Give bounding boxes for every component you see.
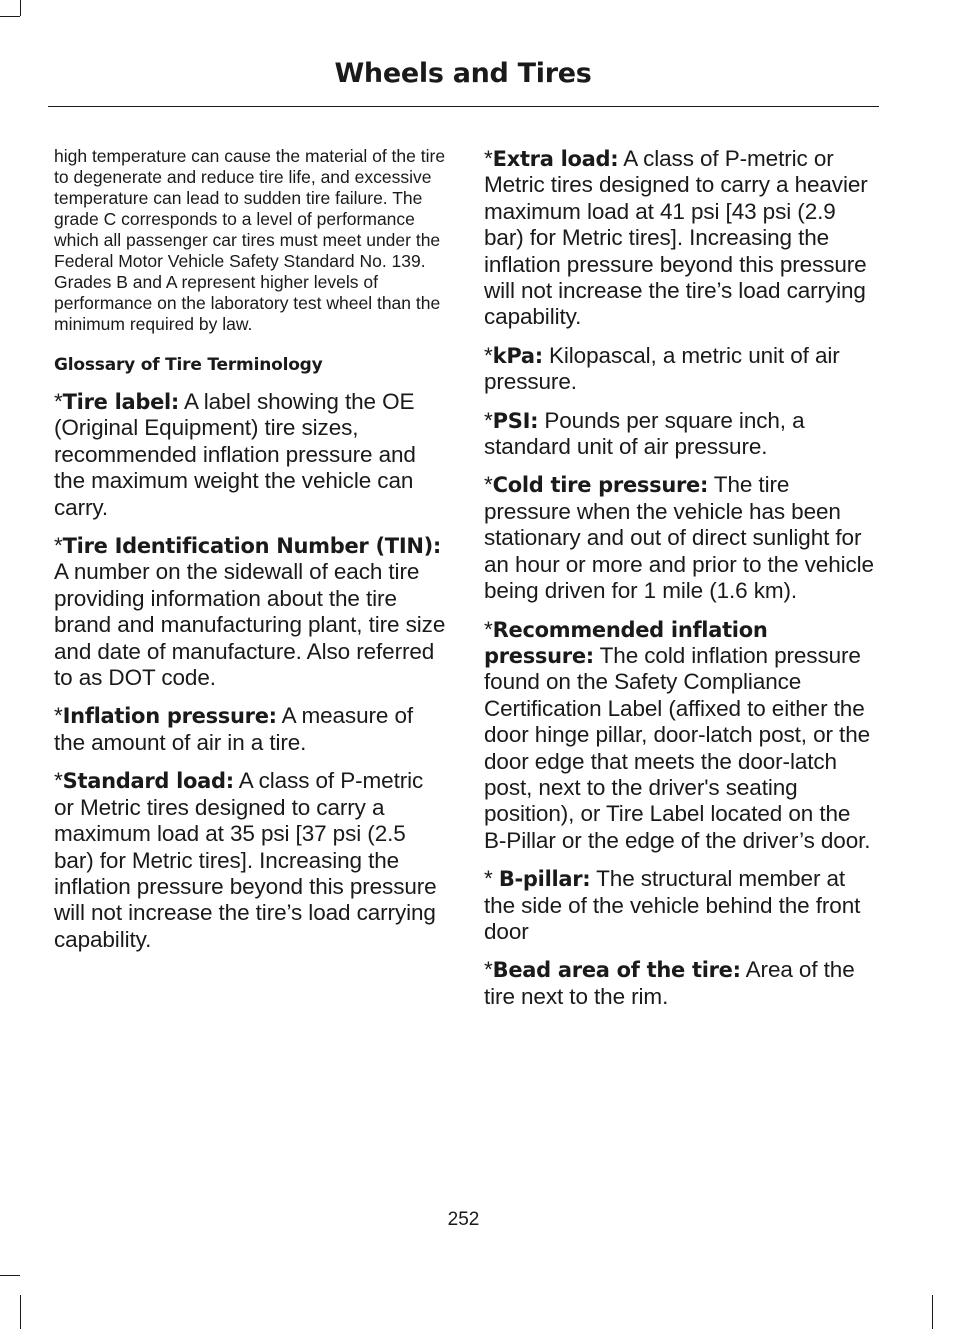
entry-marker: * [54, 389, 63, 414]
entry-definition: A measure of the amount of air in a tire. [54, 703, 414, 755]
entry-marker: * [484, 957, 493, 983]
entry-term: Extra load: [492, 147, 619, 171]
entry-marker: * [484, 342, 493, 368]
page-title: Wheels and Tires [334, 58, 592, 89]
entry-term: Tire Identification Number (TIN): [62, 534, 442, 559]
glossary-entry-psi [484, 408, 876, 461]
glossary-entry-recommended-inflation-pressure [484, 617, 876, 855]
entry-definition: The cold inflation pressure found on the Safety Compliance Certification Label (affixed to either the door hinge pillar, door-latch post, or the door edge that meets the door-latch post, next to the driver's seating position), or Tire Label located on the B-Pillar or the edge of the driver’s door. [484, 642, 871, 853]
glossary-entry-tire-label [54, 389, 446, 521]
entry-term: Cold tire pressure: [492, 473, 709, 498]
crop-mark-top-left-horizontal [0, 16, 20, 17]
header-divider [48, 106, 879, 107]
left-column [54, 146, 446, 965]
entry-term: Inflation pressure: [62, 704, 277, 729]
glossary-entry-standard-load [54, 768, 446, 953]
glossary-entry-cold-tire-pressure [484, 472, 876, 604]
right-column [484, 146, 876, 1022]
entry-marker: * [484, 616, 493, 642]
entry-definition: Kilopascal, a metric unit of air pressure. [484, 342, 840, 395]
crop-mark-top-left-vertical [20, 0, 21, 16]
entry-definition: A class of P-metric or Metric tires designed to carry a heavier maximum load at 41 psi [43 psi (2.9 bar) for Metric tires]. Increasing the inflation pressure beyond this pressure will not increase the tire’s load carrying capability. [484, 146, 868, 330]
glossary-entry-extra-load [484, 146, 876, 331]
intro-paragraph: high temperature can cause the material of the tire to degenerate and reduce tire life, and excessive temperature can lead to sudden tire failure. The grade C corresponds to a level of performance which all passenger car tires must meet under the Federal Motor Vehicle Safety Standard No. 139. Grades B and A represent higher levels of performance on the laboratory test wheel than the minimum required by law. [54, 146, 446, 334]
crop-mark-bottom-right-vertical [932, 1295, 933, 1329]
glossary-heading: Glossary of Tire Terminology [54, 355, 323, 375]
glossary-entry-b-pillar [484, 866, 876, 945]
entry-marker: * [54, 703, 63, 729]
entry-term: Standard load: [62, 769, 234, 794]
entry-term: Bead area of the tire: [492, 958, 741, 983]
crop-mark-bottom-left-horizontal [0, 1275, 20, 1276]
entry-marker: * [484, 407, 493, 433]
glossary-entry-kpa [484, 343, 876, 396]
entry-term: kPa: [492, 343, 543, 368]
entry-marker: * [484, 866, 499, 892]
entry-definition: The tire pressure when the vehicle has been stationary and out of direct sunlight for an hour or more and prior to the vehicle being driven for 1 mile (1.6 km). [484, 472, 874, 604]
entry-marker: * [484, 472, 493, 498]
entry-definition: Area of the tire next to the rim. [484, 957, 855, 1009]
page-number: 252 [447, 1209, 480, 1230]
glossary-entry-bead-area [484, 957, 876, 1010]
entry-term: Tire label: [62, 390, 180, 414]
glossary-entry-tin [54, 533, 446, 691]
entry-term: PSI: [492, 408, 539, 433]
entry-definition: The structural member at the side of the vehicle behind the front door [484, 866, 861, 944]
entry-marker: * [54, 768, 63, 794]
entry-term: B-pillar: [498, 867, 591, 892]
glossary-entry-inflation-pressure [54, 703, 446, 756]
entry-definition: A number on the sidewall of each tire providing information about the tire brand and manufacturing plant, tire size and date of manufacture. Also referred to as DOT code. [54, 559, 446, 691]
entry-definition: Pounds per square inch, a standard unit of air pressure. [484, 407, 805, 460]
entry-definition: A label showing the OE (Original Equipment) tire sizes, recommended inflation pressure and the maximum weight the vehicle can carry. [54, 389, 416, 520]
entry-term: Recommended inflation pressure: [484, 617, 768, 668]
entry-marker: * [54, 533, 63, 559]
entry-definition: A class of P-metric or Metric tires designed to carry a maximum load at 35 psi [37 psi (2.5 bar) for Metric tires]. Increasing the inflation pressure beyond this pressure will not increase the tire’s load carrying capability. [54, 768, 437, 952]
crop-mark-bottom-left-vertical [20, 1295, 21, 1329]
entry-marker: * [484, 146, 493, 171]
